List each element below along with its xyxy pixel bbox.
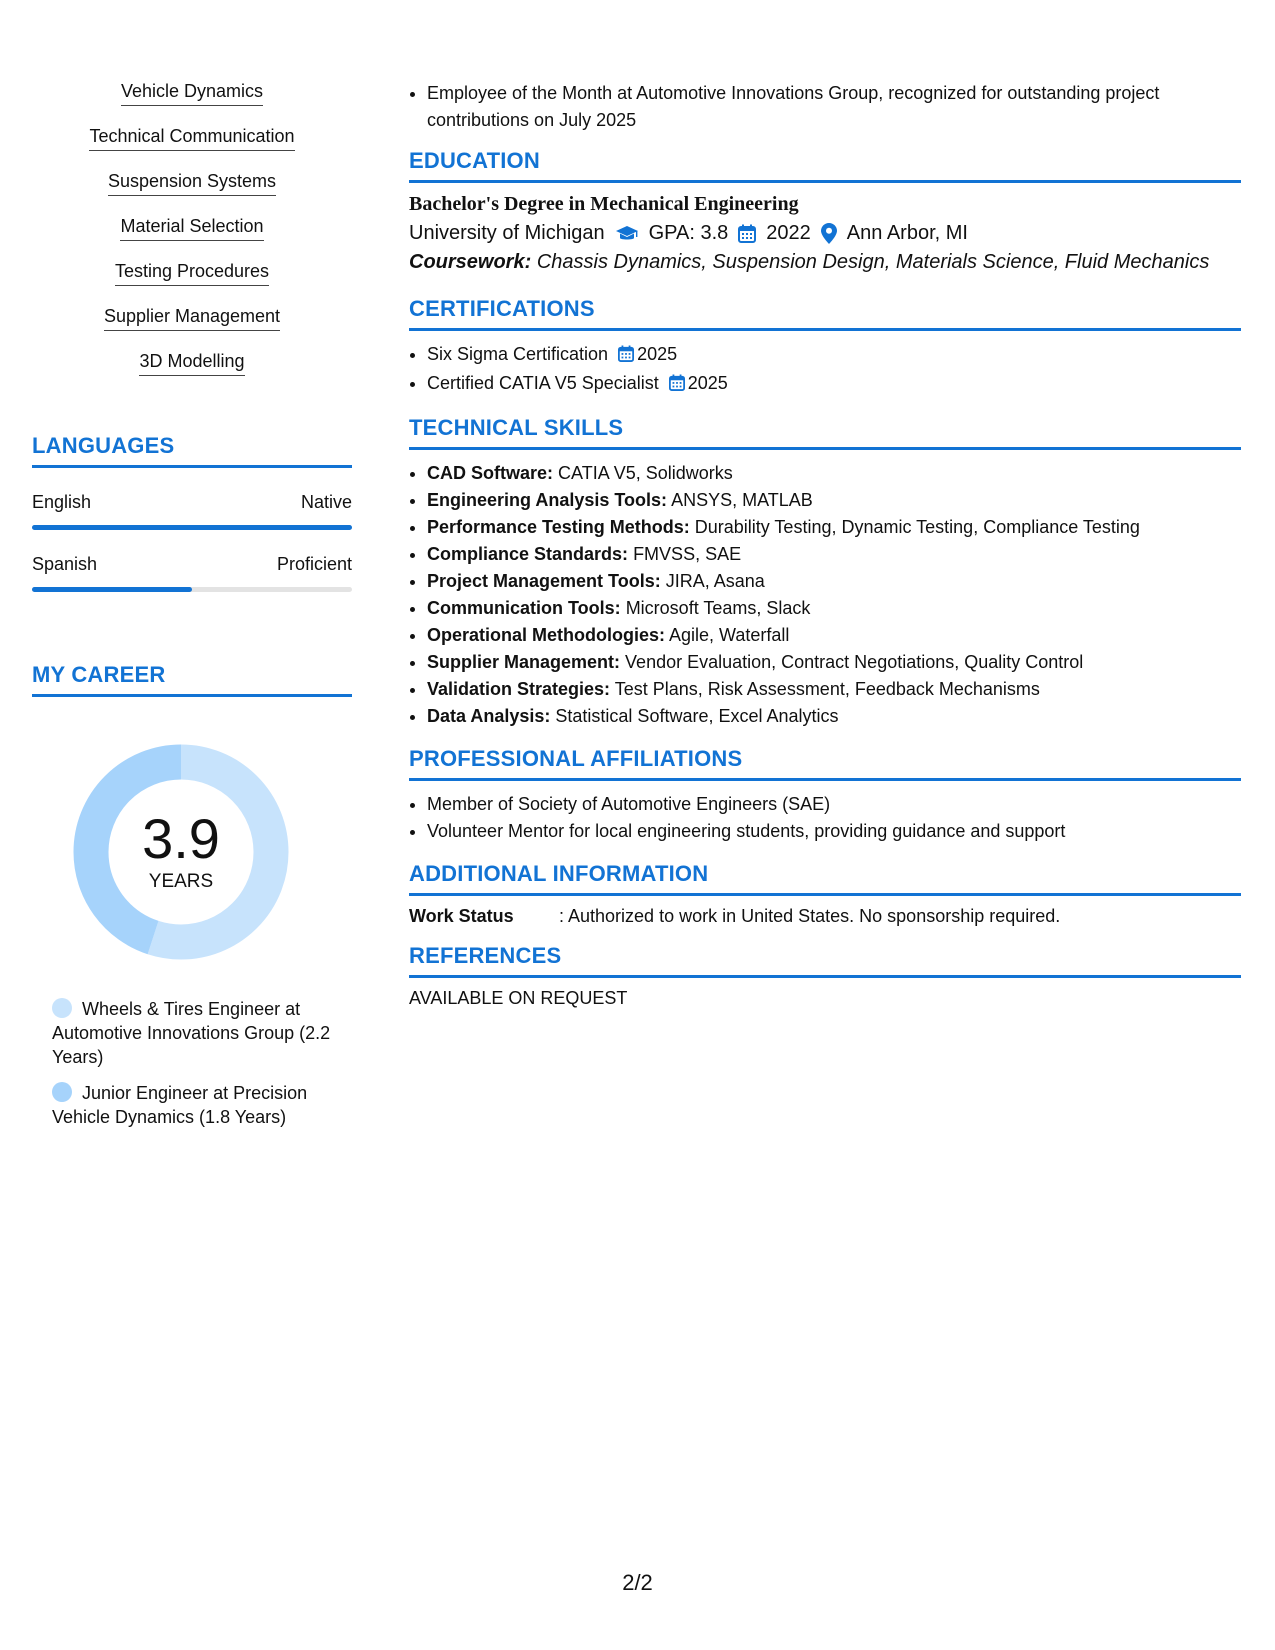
achievement-item: • Employee of the Month at Automotive Innovations Group, recognized for outstanding project contributions on July 2025 <box>427 80 1241 134</box>
career-legend-label: Wheels & Tires Engineer at Automotive Innovations Group (2.2 Years) <box>52 999 331 1067</box>
left-column <box>32 80 352 1141</box>
skill-category: Engineering Analysis Tools: <box>427 490 668 510</box>
language-level-bar <box>32 587 352 592</box>
skill-values: FMVSS, SAE <box>633 544 742 564</box>
work-status <box>409 906 1241 927</box>
language-level: Proficient <box>276 554 352 574</box>
achievement-list <box>409 80 1241 134</box>
technical-skill-item <box>427 568 1241 595</box>
career-years-unit: YEARS <box>148 871 214 892</box>
skill-category: Operational Methodologies: <box>427 625 666 645</box>
skill-category: Performance Testing Methods: <box>427 517 690 537</box>
skill-values: ANSYS, MATLAB <box>671 490 813 510</box>
school-name: University of Michigan <box>409 222 605 244</box>
language-item <box>32 554 352 592</box>
skill-values: Test Plans, Risk Assessment, Feedback Mechanisms <box>614 679 1040 699</box>
skill-tag: Supplier Management <box>104 305 280 331</box>
language-name: Spanish <box>32 554 98 574</box>
gpa: GPA: 3.8 <box>648 222 729 244</box>
skill-tag: Testing Procedures <box>115 260 269 286</box>
skill-category: Data Analysis: <box>427 706 551 726</box>
language-item <box>32 492 352 530</box>
language-level-fill <box>32 587 192 592</box>
technical-skills-list <box>409 460 1241 730</box>
work-status-label: Work Status <box>409 906 514 926</box>
certification-list <box>409 341 1241 399</box>
skill-values: Agile, Waterfall <box>669 625 790 645</box>
skills-list <box>32 80 352 395</box>
location-pin-icon <box>821 223 837 244</box>
skill-category: Supplier Management: <box>427 652 621 672</box>
coursework <box>409 251 1241 274</box>
skill-category: Project Management Tools: <box>427 571 661 591</box>
languages-heading: LANGUAGES <box>32 433 352 468</box>
skill-category: Communication Tools: <box>427 598 621 618</box>
skill-values: Microsoft Teams, Slack <box>625 598 811 618</box>
career-legend-item <box>52 997 332 1069</box>
work-status-value: : Authorized to work in United States. No sponsorship required. <box>559 906 1061 926</box>
career-heading: MY CAREER <box>32 662 352 697</box>
skill-values: Durability Testing, Dynamic Testing, Compliance Testing <box>694 517 1140 537</box>
language-level: Native <box>300 492 352 512</box>
skill-values: Vendor Evaluation, Contract Negotiations, Quality Control <box>625 652 1084 672</box>
calendar-icon <box>738 224 756 243</box>
career-donut <box>66 737 296 967</box>
certification-item <box>427 370 1241 399</box>
skill-values: CATIA V5, Solidworks <box>558 463 733 483</box>
skill-tag: Suspension Systems <box>108 170 276 196</box>
education-heading: EDUCATION <box>409 148 1241 183</box>
technical-skill-item <box>427 595 1241 622</box>
technical-skills-heading: TECHNICAL SKILLS <box>409 415 1241 450</box>
coursework-text: Chassis Dynamics, Suspension Design, Materials Science, Fluid Mechanics <box>536 251 1210 273</box>
career-legend <box>32 997 352 1129</box>
skill-category: CAD Software: <box>427 463 554 483</box>
certification-name: Six Sigma Certification <box>427 344 609 364</box>
certification-year: 2025 <box>637 344 678 364</box>
coursework-label: Coursework: <box>409 251 532 273</box>
additional-info-heading: ADDITIONAL INFORMATION <box>409 861 1241 896</box>
education-details <box>409 222 1241 245</box>
skill-tag: Material Selection <box>120 215 263 241</box>
technical-skill-item <box>427 460 1241 487</box>
skill-tag: Technical Communication <box>89 125 294 151</box>
graduation-cap-icon <box>615 225 639 243</box>
skill-tag: 3D Modelling <box>139 350 244 376</box>
technical-skill-item <box>427 622 1241 649</box>
skill-category: Validation Strategies: <box>427 679 611 699</box>
references-heading: REFERENCES <box>409 943 1241 978</box>
technical-skill-item <box>427 487 1241 514</box>
technical-skill-item <box>427 541 1241 568</box>
affiliation-item: • Member of Society of Automotive Engineers (SAE) <box>427 791 1241 818</box>
technical-skill-item <box>427 676 1241 703</box>
references-text: AVAILABLE ON REQUEST <box>409 988 628 1008</box>
technical-skill-item <box>427 703 1241 730</box>
language-level-fill <box>32 525 352 530</box>
language-level-bar <box>32 525 352 530</box>
affiliations-heading: PROFESSIONAL AFFILIATIONS <box>409 746 1241 781</box>
certification-item <box>427 341 1241 370</box>
graduation-year: 2022 <box>766 222 811 244</box>
legend-dot <box>52 998 72 1018</box>
affiliation-item: • Volunteer Mentor for local engineering students, providing guidance and support <box>427 818 1241 845</box>
skill-values: JIRA, Asana <box>665 571 765 591</box>
legend-dot <box>52 1082 72 1102</box>
school-location: Ann Arbor, MI <box>846 222 968 244</box>
career-legend-label: Junior Engineer at Precision Vehicle Dynamics (1.8 Years) <box>52 1083 308 1127</box>
right-column <box>409 80 1241 1009</box>
affiliations-list <box>409 791 1241 845</box>
certifications-heading: CERTIFICATIONS <box>409 296 1241 331</box>
career-legend-item <box>52 1081 332 1129</box>
calendar-icon <box>618 343 634 370</box>
skill-category: Compliance Standards: <box>427 544 629 564</box>
technical-skill-item <box>427 649 1241 676</box>
certification-name: Certified CATIA V5 Specialist <box>427 373 659 393</box>
degree-title: Bachelor's Degree in Mechanical Engineering <box>409 193 799 215</box>
technical-skill-item <box>427 514 1241 541</box>
career-total-years: 3.9 <box>142 807 220 870</box>
skill-values: Statistical Software, Excel Analytics <box>555 706 839 726</box>
language-name: English <box>32 492 92 512</box>
calendar-icon <box>669 372 685 399</box>
certification-year: 2025 <box>687 373 728 393</box>
skill-tag: Vehicle Dynamics <box>121 80 263 106</box>
page-number: 2/2 <box>622 1570 653 1595</box>
